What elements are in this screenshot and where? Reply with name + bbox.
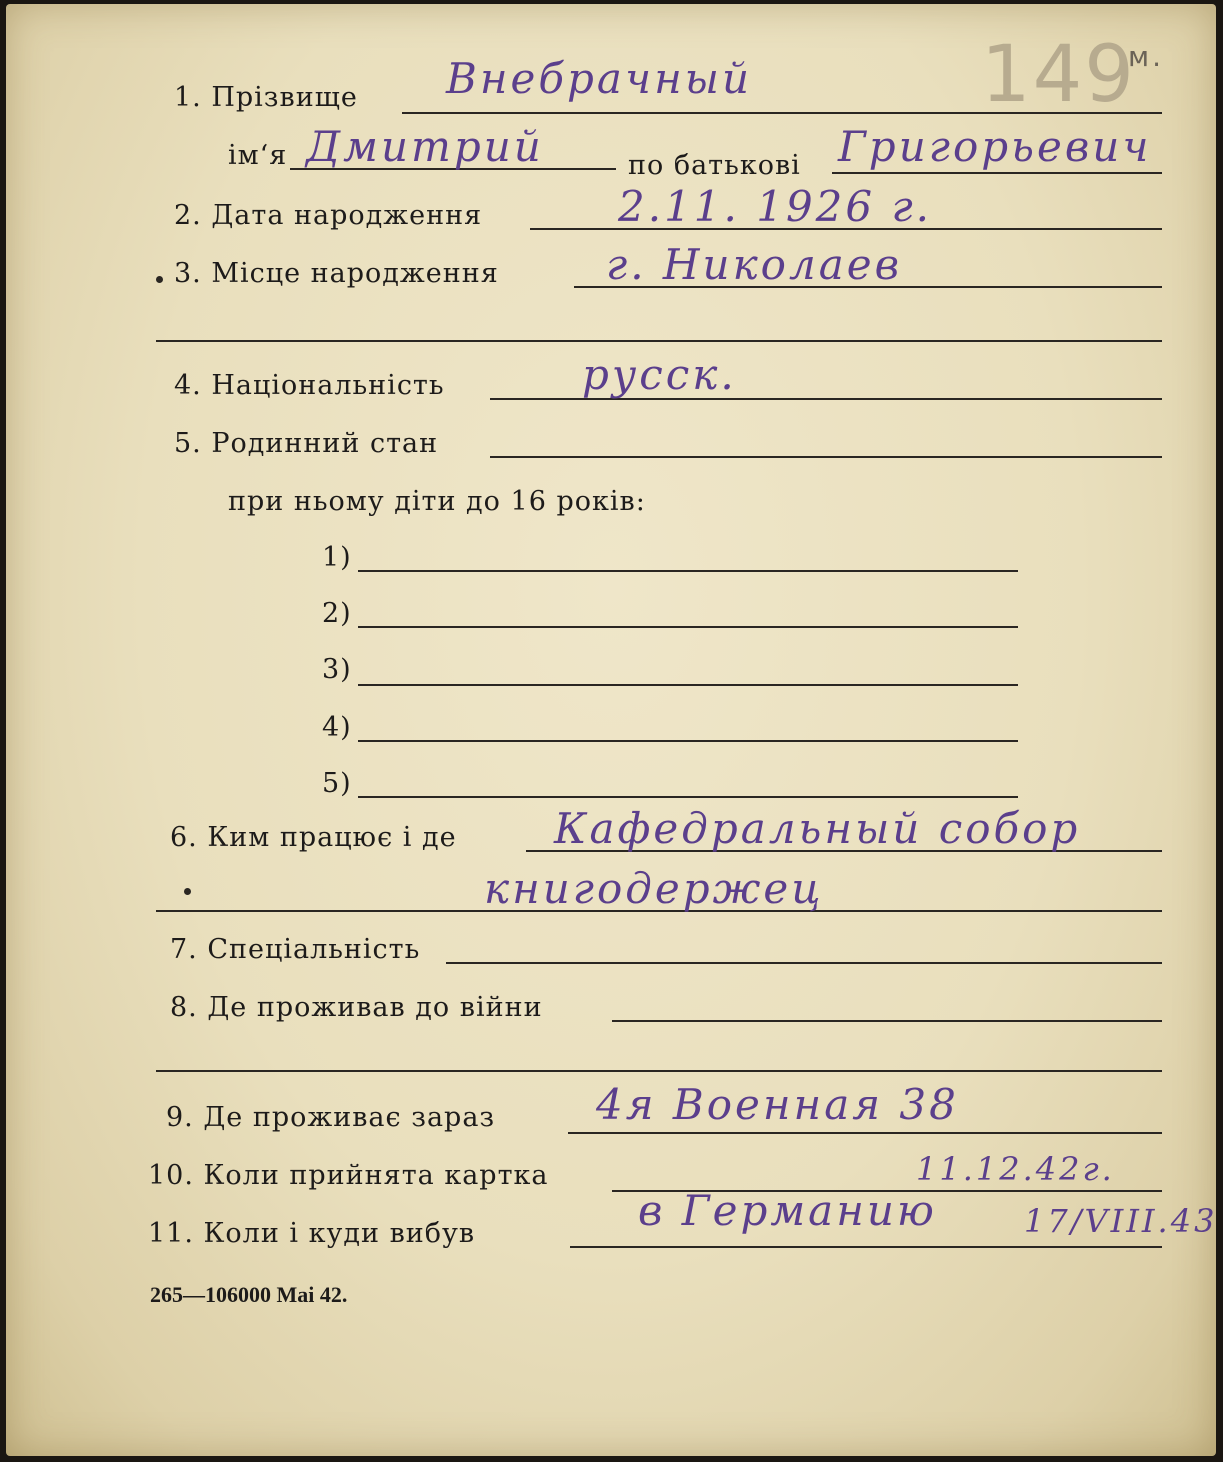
line-child-3 xyxy=(358,684,1018,686)
label-children: при ньому діти до 16 років: xyxy=(228,486,646,517)
line-prewar-residence xyxy=(612,1020,1162,1022)
hw-current-residence: 4я Военная 38 xyxy=(596,1080,959,1129)
hw-work-1: Кафедральный собор xyxy=(554,804,1081,853)
label-current-residence: 9. Де проживає зараз xyxy=(166,1102,496,1133)
label-card-accepted: 10. Коли прийнята картка xyxy=(148,1160,549,1191)
line-family-status xyxy=(490,456,1162,458)
line-speciality xyxy=(446,962,1162,964)
label-child-1: 1) xyxy=(322,542,352,573)
print-run-footer: 265—106000 Mai 42. xyxy=(150,1282,348,1307)
label-child-3: 3) xyxy=(322,654,352,685)
label-surname: 1. Прізвище xyxy=(174,82,358,113)
line-birth-place-2 xyxy=(156,340,1162,342)
label-birth-place: 3. Місце народження xyxy=(174,258,499,289)
hw-card-accepted: 11.12.42г. xyxy=(916,1150,1115,1188)
label-child-2: 2) xyxy=(322,598,352,629)
label-speciality: 7. Спеціальність xyxy=(170,934,421,965)
hw-birth-place: г. Николаев xyxy=(606,240,903,289)
label-patronymic: по батькові xyxy=(628,150,801,181)
registration-card xyxy=(6,4,1216,1456)
label-child-5: 5) xyxy=(322,768,352,799)
hw-surname: Внебрачный xyxy=(446,54,752,103)
hw-birth-date: 2.11. 1926 г. xyxy=(618,182,933,231)
label-name: ім‘я xyxy=(228,140,288,171)
label-prewar-residence: 8. Де проживав до війни xyxy=(170,992,543,1023)
label-family-status: 5. Родинний стан xyxy=(174,428,439,459)
line-patronymic xyxy=(832,172,1162,174)
line-prewar-residence-2 xyxy=(156,1070,1162,1072)
card-number-suffix: м. xyxy=(1128,40,1165,73)
card-number-pencil: 149 xyxy=(981,30,1136,120)
hw-departed-date: 17/VIII.43 xyxy=(1024,1202,1218,1240)
label-work: 6. Ким працює і де xyxy=(170,822,457,853)
hw-name: Дмитрий xyxy=(306,122,544,171)
label-departed: 11. Коли і куди вибув xyxy=(148,1218,476,1249)
line-departed xyxy=(570,1246,1162,1248)
line-child-5 xyxy=(358,796,1018,798)
ink-dot xyxy=(156,276,163,283)
label-nationality: 4. Національність xyxy=(174,370,445,401)
hw-work-2: книгодержец xyxy=(484,864,824,913)
line-child-1 xyxy=(358,570,1018,572)
hw-patronymic: Григорьевич xyxy=(838,122,1152,171)
ink-dot-2 xyxy=(184,888,191,895)
label-birth-date: 2. Дата народження xyxy=(174,200,483,231)
line-surname xyxy=(402,112,1162,114)
line-current-residence xyxy=(568,1132,1162,1134)
label-child-4: 4) xyxy=(322,712,352,743)
line-child-4 xyxy=(358,740,1018,742)
line-child-2 xyxy=(358,626,1018,628)
hw-departed: в Германию xyxy=(638,1186,937,1235)
hw-nationality: русск. xyxy=(582,350,737,399)
